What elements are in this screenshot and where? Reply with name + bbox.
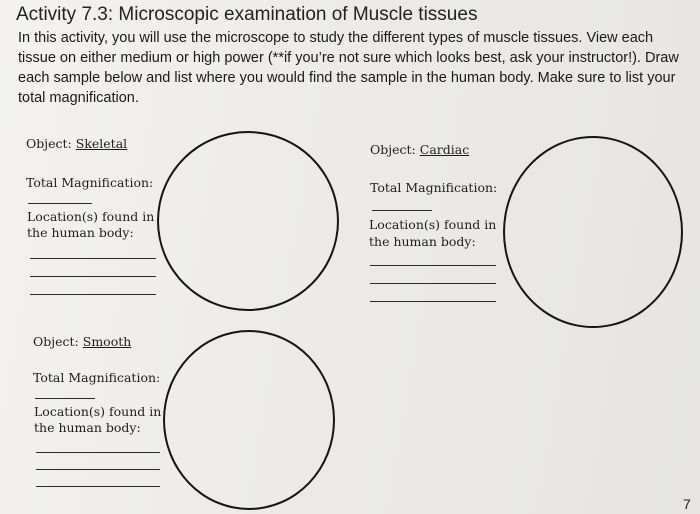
smooth-location-answer-line-1[interactable]	[36, 452, 160, 453]
cardiac-drawing-circle[interactable]	[503, 136, 683, 328]
skeletal-location-label-1: Location(s) found in	[27, 209, 155, 224]
smooth-location-answer-line-3[interactable]	[36, 486, 160, 487]
object-label: Object:	[33, 334, 79, 349]
cardiac-name: Cardiac	[419, 142, 470, 157]
cardiac-object-row	[370, 142, 469, 157]
object-label: Object:	[370, 142, 416, 157]
object-label: Object:	[26, 136, 72, 151]
cardiac-total-magnification-label: Total Magnification:	[370, 180, 498, 195]
cardiac-location-answer-line-1[interactable]	[370, 265, 496, 266]
smooth-location-label-1: Location(s) found in	[34, 404, 162, 419]
cardiac-location-label-1: Location(s) found in	[369, 217, 497, 232]
cardiac-location-answer-line-2[interactable]	[370, 283, 496, 284]
activity-title: Activity 7.3: Microscopic examination of Muscle tissues	[16, 4, 478, 25]
smooth-total-magnification-label: Total Magnification:	[33, 370, 161, 385]
skeletal-object-row	[26, 136, 127, 151]
cardiac-location-label-2: the human body:	[369, 234, 476, 249]
skeletal-name: Skeletal	[75, 136, 128, 151]
smooth-object-row	[33, 334, 131, 349]
page-number: 7	[683, 496, 691, 512]
skeletal-total-magnification-label: Total Magnification:	[26, 175, 154, 190]
smooth-location-label-2: the human body:	[34, 420, 141, 435]
skeletal-location-answer-line-2[interactable]	[30, 276, 156, 277]
skeletal-location-answer-line-1[interactable]	[30, 258, 156, 259]
smooth-location-answer-line-2[interactable]	[36, 469, 160, 470]
cardiac-location-answer-line-3[interactable]	[370, 301, 496, 302]
smooth-magnification-answer-line[interactable]	[35, 398, 95, 399]
smooth-drawing-circle[interactable]	[163, 330, 335, 510]
smooth-name: Smooth	[82, 334, 132, 349]
skeletal-drawing-circle[interactable]	[157, 131, 339, 311]
skeletal-location-label-2: the human body:	[27, 225, 134, 240]
instructions-text: In this activity, you will use the microscope to study the different types of muscle tissues. View each tissue on either medium or high power (**if you’re not sure which looks best, ask your instructor!). Draw each sample below and list where you would find the sample in the human body. Make sure to list your total magnification.	[18, 30, 679, 106]
cardiac-magnification-answer-line[interactable]	[372, 210, 432, 211]
skeletal-location-answer-line-3[interactable]	[30, 294, 156, 295]
skeletal-magnification-answer-line[interactable]	[28, 203, 92, 204]
